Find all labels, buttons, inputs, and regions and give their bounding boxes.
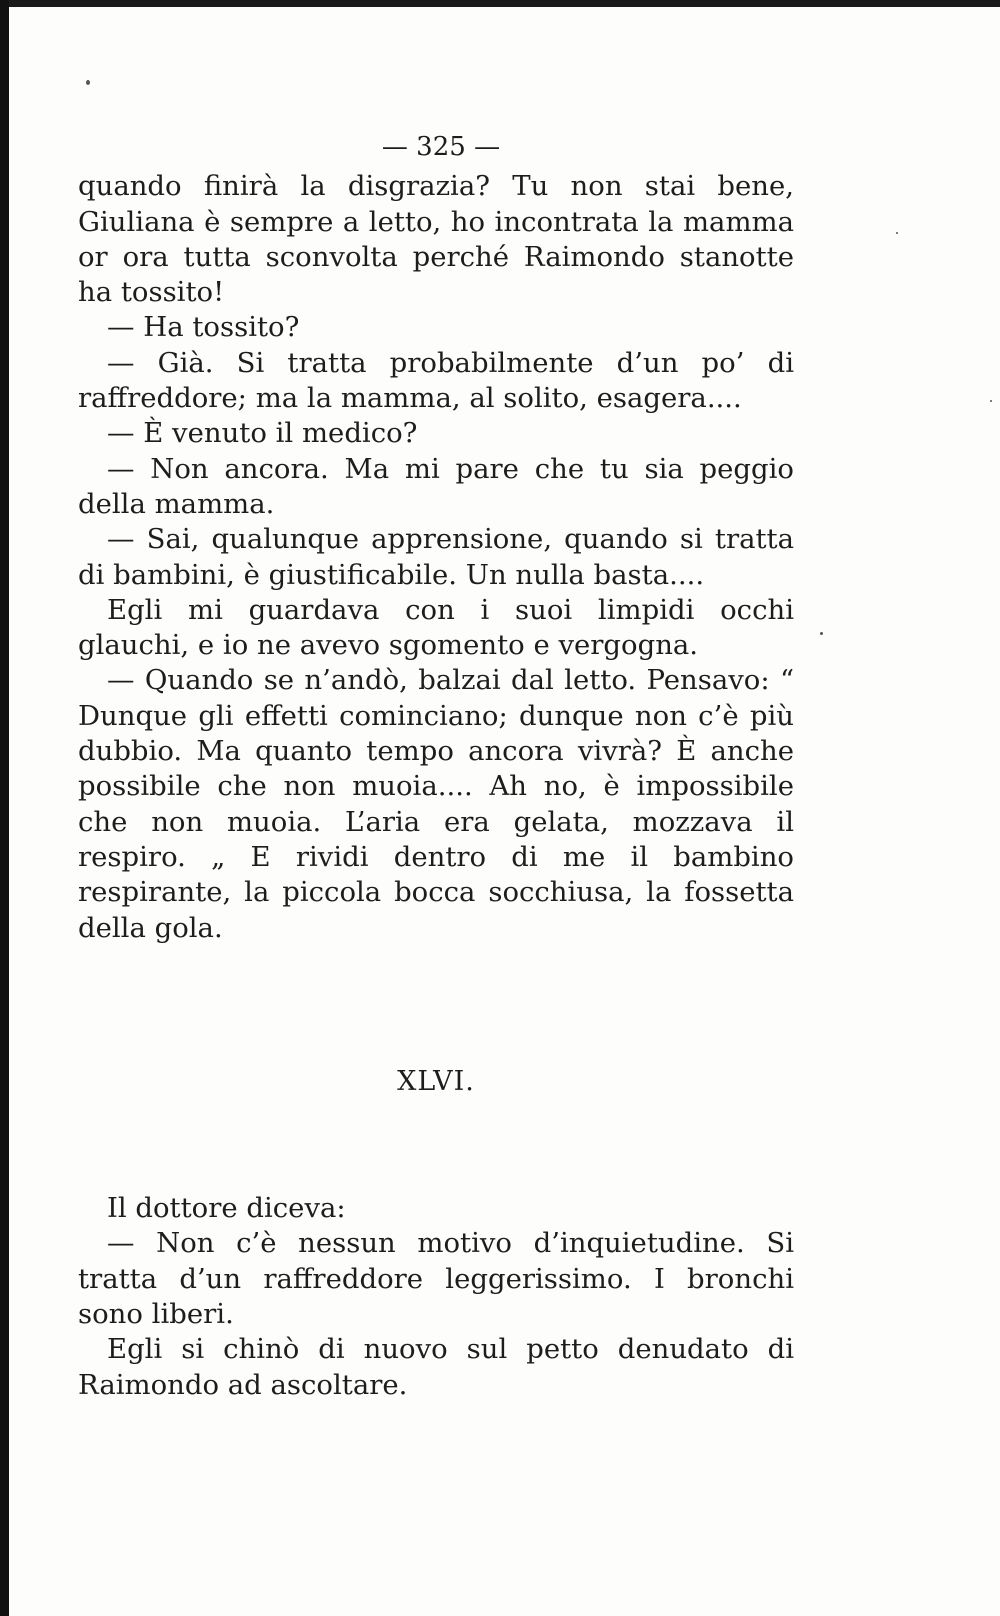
scan-top-edge bbox=[0, 0, 1000, 7]
paragraph: Egli mi guardava con i suoi limpidi occhi glauchi, e io ne avevo sgomento e vergogna. bbox=[78, 593, 794, 662]
paragraph: — È venuto il medico? bbox=[107, 417, 418, 450]
chapter-heading: XLVI. bbox=[397, 1065, 475, 1097]
scan-speck bbox=[86, 80, 90, 85]
page-text bbox=[78, 130, 794, 1403]
paragraph: Il dottore diceva: bbox=[107, 1192, 346, 1225]
paragraph: — Quando se n’andò, balzai dal letto. Pensavo: “ Dunque gli effetti cominciano; dunque non c’è più dubbio. Ma quanto tempo ancora vivrà? È anche possibile che non muoia.... Ah no, è impossibile che non muoia. L’aria era gelata, mozzava il respiro. „ E rividi dentro di me il bambino respirante, la piccola bocca socchiusa, la fossetta della gola. bbox=[78, 664, 794, 944]
paragraph: — Non c’è nessun motivo d’inquietudine. Si tratta d’un raffreddore leggerissimo. I bronchi sono liberi. bbox=[78, 1227, 794, 1331]
paragraph: — Già. Si tratta probabilmente d’un po’ di raffreddore; ma la mamma, al solito, esagera.... bbox=[78, 346, 794, 415]
paragraph: quando finirà la disgrazia? Tu non stai bene, Giuliana è sempre a letto, ho incontrata la mamma or ora tutta sconvolta perché Raimondo stanotte ha tossito! bbox=[78, 170, 794, 309]
scan-speck bbox=[990, 400, 992, 402]
paragraph: — Non ancora. Ma mi pare che tu sia peggio della mamma. bbox=[78, 452, 794, 520]
paragraph: — Ha tossito? bbox=[107, 311, 300, 344]
scan-speck bbox=[896, 232, 898, 234]
paragraph: Egli si chinò di nuovo sul petto denudato di Raimondo ad ascoltare. bbox=[78, 1333, 794, 1401]
scan-left-edge bbox=[0, 0, 9, 1616]
paragraph: — Sai, qualunque apprensione, quando si tratta di bambini, è giustificabile. Un nulla basta.... bbox=[78, 523, 794, 591]
page-number: — 325 — bbox=[381, 132, 501, 162]
scan-speck bbox=[820, 632, 823, 635]
